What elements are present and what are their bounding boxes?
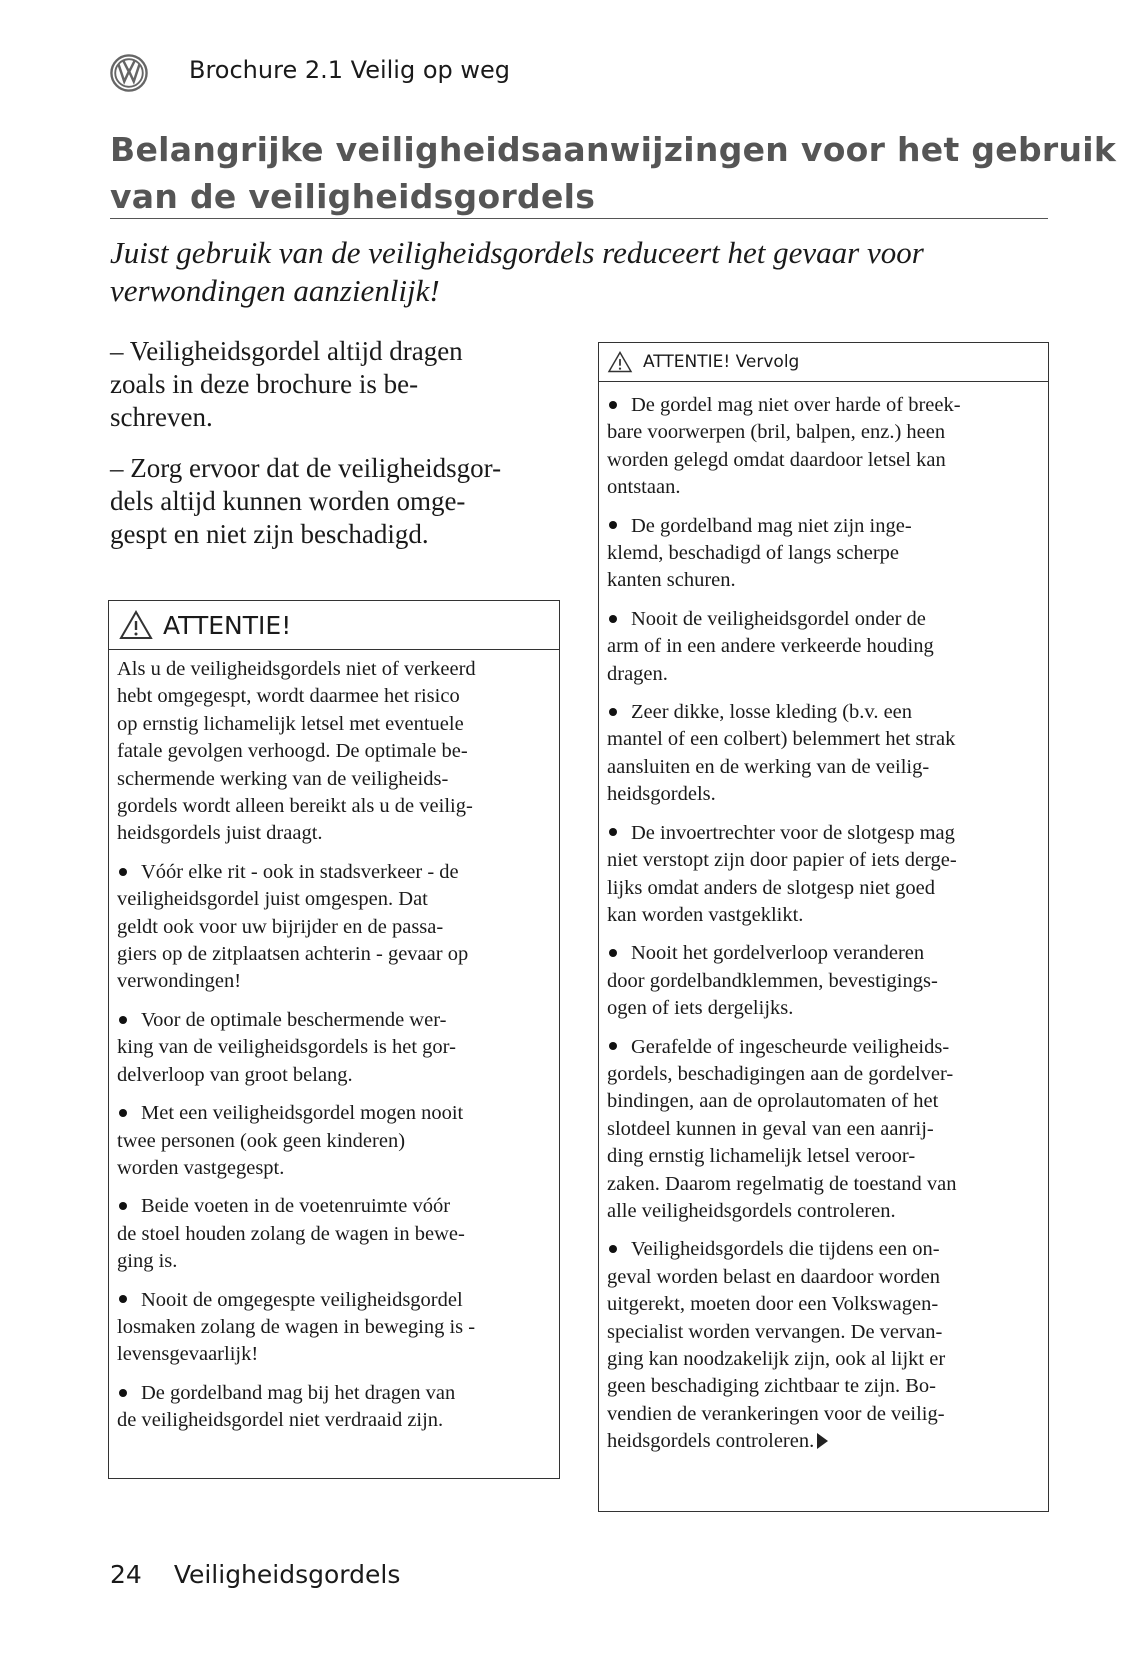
text-line — [110, 452, 570, 485]
warning-body — [599, 382, 1048, 1456]
footer-section: Veiligheidsgordels — [173, 1560, 401, 1589]
line-text: de stoel houden zolang de wagen in bewe- — [117, 1222, 465, 1245]
text-line — [607, 1236, 1040, 1263]
line-text: Beide voeten in de voetenruimte vóór — [141, 1195, 451, 1218]
text-line — [607, 513, 1040, 540]
line-text: king van de veiligheidsgordels is het gor- — [117, 1036, 456, 1059]
line-text: ogen of iets dergelijks. — [607, 997, 794, 1020]
text-line — [607, 540, 1040, 567]
paragraph — [607, 699, 1040, 809]
paragraph — [117, 1287, 551, 1369]
paragraph — [117, 1100, 551, 1182]
paragraph — [117, 1193, 551, 1275]
text-line — [607, 1428, 1040, 1455]
bullet-icon — [609, 949, 617, 957]
text-line — [607, 1088, 1040, 1115]
page-number: 24 — [110, 1560, 142, 1589]
text-line — [607, 847, 1040, 874]
text-line — [607, 447, 1040, 474]
line-text: – Zorg ervoor dat de veiligheidsgor- — [110, 453, 502, 483]
text-line — [117, 1221, 551, 1248]
line-text: kan worden vastgeklikt. — [607, 903, 804, 926]
paragraph — [117, 1380, 551, 1435]
bullet-icon — [609, 521, 617, 529]
line-text: verwondingen! — [117, 970, 242, 993]
text-line — [607, 1319, 1040, 1346]
line-text: mantel of een colbert) belemmert het strak — [607, 728, 956, 751]
line-text: uitgerekt, moeten door een Volkswagen- — [607, 1293, 939, 1316]
paragraph — [110, 452, 570, 551]
text-line — [110, 335, 570, 368]
paragraph — [607, 392, 1040, 502]
line-text: bare voorwerpen (bril, balpen, enz.) heen — [607, 421, 946, 444]
warning-header — [599, 343, 1048, 382]
paragraph — [117, 859, 551, 996]
text-line — [117, 1100, 551, 1127]
line-text: heidsgordels juist draagt. — [117, 822, 323, 845]
text-line — [117, 793, 551, 820]
line-text: – Veiligheidsgordel altijd dragen — [110, 336, 463, 366]
warning-body — [109, 650, 559, 1435]
text-line — [117, 1407, 551, 1434]
text-line — [117, 1287, 551, 1314]
line-text: Nooit de veiligheidsgordel onder de — [631, 607, 926, 630]
line-text: de veiligheidsgordel niet verdraaid zijn. — [117, 1409, 444, 1432]
line-text: arm of in een andere verkeerde houding — [607, 635, 934, 658]
line-text: kanten schuren. — [607, 569, 736, 592]
text-line — [607, 1346, 1040, 1373]
bullet-icon — [609, 401, 617, 409]
text-line — [117, 941, 551, 968]
text-line — [117, 1314, 551, 1341]
line-text: gespt en niet zijn beschadigd. — [110, 519, 429, 549]
line-text: ging kan noodzakelijk zijn, ook al lijkt er — [607, 1348, 946, 1370]
line-text: worden gelegd omdat daardoor letsel kan — [607, 448, 946, 471]
warning-continued-box — [598, 342, 1049, 1512]
paragraph — [607, 1034, 1040, 1226]
line-text: dragen. — [607, 662, 668, 685]
text-line — [117, 1341, 551, 1368]
text-line — [607, 1198, 1040, 1225]
text-line — [110, 518, 570, 551]
line-text: ontstaan. — [607, 476, 681, 499]
line-text: worden vastgegespt. — [117, 1156, 285, 1179]
line-text: geval worden belast en daardoor worden — [607, 1265, 940, 1288]
text-line — [607, 968, 1040, 995]
line-text: hebt omgegespt, wordt daarmee het risico — [117, 685, 460, 708]
paragraph — [117, 1007, 551, 1089]
text-line — [110, 485, 570, 518]
paragraph — [607, 1236, 1040, 1455]
warning-triangle-icon — [119, 610, 153, 640]
text-line — [117, 820, 551, 847]
line-text: De gordelband mag bij het dragen van — [141, 1381, 456, 1404]
line-text: ging is. — [117, 1250, 178, 1273]
text-line — [117, 1128, 551, 1155]
title-line: Belangrijke veiligheidsaanwijzingen voor het gebruik — [110, 130, 1117, 169]
line-text: lijks omdat anders de slotgesp niet goed — [607, 876, 935, 899]
text-line — [607, 633, 1040, 660]
line-text: Met een veiligheidsgordel mogen nooit — [141, 1102, 464, 1125]
text-line — [117, 1193, 551, 1220]
title-divider — [110, 218, 1048, 219]
text-line — [607, 940, 1040, 967]
text-line — [117, 1248, 551, 1275]
page-footer — [110, 1560, 400, 1589]
text-line — [117, 1062, 551, 1089]
text-line — [110, 401, 570, 434]
text-line — [117, 886, 551, 913]
text-line — [607, 995, 1040, 1022]
text-line — [607, 606, 1040, 633]
text-line — [117, 1380, 551, 1407]
line-text: vendien de verankeringen voor de veilig- — [607, 1402, 945, 1425]
line-text: geen beschadiging zichtbaar te zijn. Bo- — [607, 1375, 937, 1398]
text-line — [607, 1291, 1040, 1318]
subtitle-line: verwondingen aanzienlijk! — [110, 273, 440, 308]
text-line — [607, 875, 1040, 902]
line-text: niet verstopt zijn door papier of iets derge- — [607, 849, 957, 872]
text-line — [607, 820, 1040, 847]
line-text: losmaken zolang de wagen in beweging is - — [117, 1315, 476, 1338]
line-text: Nooit het gordelverloop veranderen — [631, 942, 925, 965]
running-header: Brochure 2.1 Veilig op weg — [189, 56, 510, 84]
text-line — [607, 754, 1040, 781]
line-text: levensgevaarlijk! — [117, 1343, 259, 1366]
bullet-icon — [119, 1109, 127, 1117]
text-line — [117, 656, 551, 683]
text-line — [117, 1034, 551, 1061]
warning-box — [108, 600, 560, 1479]
bullet-icon — [609, 1042, 617, 1050]
line-text: aansluiten en de werking van de veilig- — [607, 755, 930, 778]
text-line — [117, 1155, 551, 1182]
line-text: De invoertrechter voor de slotgesp mag — [631, 821, 955, 844]
text-line — [607, 1264, 1040, 1291]
line-text: gordels, beschadigingen aan de gordelver- — [607, 1062, 954, 1085]
intro-text — [110, 335, 570, 569]
line-text: schermende werking van de veiligheids- — [117, 767, 449, 790]
bullet-icon — [609, 708, 617, 716]
line-text: Nooit de omgegespte veiligheidsgordel — [141, 1288, 463, 1311]
line-text: Gerafelde of ingescheurde veiligheids- — [631, 1035, 950, 1058]
bullet-icon — [119, 1295, 127, 1303]
text-line — [607, 419, 1040, 446]
line-text: zaken. Daarom regelmatig de toestand van — [607, 1172, 957, 1195]
line-text: door gordelbandklemmen, bevestigings- — [607, 969, 938, 992]
text-line — [110, 368, 570, 401]
title-line: van de veiligheidsgordels — [110, 177, 596, 216]
warning-triangle-icon — [607, 351, 633, 373]
text-line — [607, 1143, 1040, 1170]
text-line — [607, 1061, 1040, 1088]
text-line — [607, 1116, 1040, 1143]
line-text: De gordelband mag niet zijn inge- — [631, 514, 912, 537]
text-line — [117, 683, 551, 710]
text-line — [607, 567, 1040, 594]
text-line — [607, 1401, 1040, 1428]
line-text: zoals in deze brochure is be- — [110, 369, 419, 399]
bullet-icon — [119, 1202, 127, 1210]
subtitle — [110, 234, 924, 310]
line-text: Zeer dikke, losse kleding (b.v. een — [631, 701, 913, 724]
line-text: De gordel mag niet over harde of breek- — [631, 394, 961, 416]
bullet-icon — [609, 828, 617, 836]
line-text: slotdeel kunnen in geval van een aanrij- — [607, 1117, 934, 1140]
line-text: schreven. — [110, 402, 213, 432]
bullet-icon — [119, 1389, 127, 1397]
line-text: Voor de optimale beschermende wer- — [141, 1008, 447, 1031]
paragraph — [607, 820, 1040, 930]
line-text: ding ernstig lichamelijk letsel veroor- — [607, 1145, 916, 1168]
page-title — [110, 126, 1116, 220]
line-text: heidsgordels. — [607, 783, 716, 806]
paragraph — [607, 513, 1040, 595]
text-line — [117, 859, 551, 886]
line-text: twee personen (ook geen kinderen) — [117, 1129, 406, 1152]
bullet-icon — [609, 615, 617, 623]
line-text: gordels wordt alleen bereikt als u de veilig- — [117, 795, 473, 818]
line-text: klemd, beschadigd of langs scherpe — [607, 542, 900, 565]
subtitle-line: Juist gebruik van de veiligheidsgordels reduceert het gevaar voor — [110, 235, 924, 270]
warning-heading: ATTENTIE! — [163, 610, 292, 640]
vw-logo-icon — [110, 54, 148, 92]
text-line — [607, 902, 1040, 929]
line-text: Als u de veiligheidsgordels niet of verkeerd — [117, 658, 476, 680]
text-line — [607, 699, 1040, 726]
line-text: fatale gevolgen verhoogd. De optimale be- — [117, 740, 468, 763]
line-text: veiligheidsgordel juist omgespen. Dat — [117, 888, 428, 911]
text-line — [607, 1373, 1040, 1400]
line-text: geldt ook voor uw bijrijder en de passa- — [117, 915, 444, 938]
text-line — [117, 914, 551, 941]
bullet-icon — [119, 1016, 127, 1024]
line-text: specialist worden vervangen. De vervan- — [607, 1320, 943, 1343]
bullet-icon — [609, 1245, 617, 1253]
line-text: giers op de zitplaatsen achterin - gevaar op — [117, 943, 469, 966]
paragraph — [607, 940, 1040, 1022]
text-line — [607, 392, 1040, 419]
paragraph — [110, 335, 570, 434]
text-line — [607, 474, 1040, 501]
text-line — [117, 1007, 551, 1034]
text-line — [607, 661, 1040, 688]
line-text: alle veiligheidsgordels controleren. — [607, 1199, 896, 1222]
text-line — [607, 781, 1040, 808]
continue-arrow-icon — [817, 1433, 828, 1449]
line-text: Vóór elke rit - ook in stadsverkeer - de — [141, 860, 459, 883]
line-text: delverloop van groot belang. — [117, 1063, 353, 1086]
text-line — [117, 738, 551, 765]
line-text: op ernstig lichamelijk letsel met eventuele — [117, 712, 464, 735]
line-text: dels altijd kunnen worden omge- — [110, 486, 466, 516]
bullet-icon — [119, 868, 127, 876]
warning-heading: ATTENTIE! Vervolg — [643, 352, 800, 372]
text-line — [607, 1171, 1040, 1198]
line-text: heidsgordels controleren. — [607, 1430, 815, 1453]
paragraph — [117, 656, 551, 848]
paragraph — [607, 606, 1040, 688]
line-text: Veiligheidsgordels die tijdens een on- — [631, 1238, 940, 1261]
text-line — [117, 968, 551, 995]
warning-header — [109, 601, 559, 650]
text-line — [607, 1034, 1040, 1061]
text-line — [117, 711, 551, 738]
text-line — [607, 726, 1040, 753]
line-text: bindingen, aan de oprolautomaten of het — [607, 1090, 939, 1113]
text-line — [117, 766, 551, 793]
